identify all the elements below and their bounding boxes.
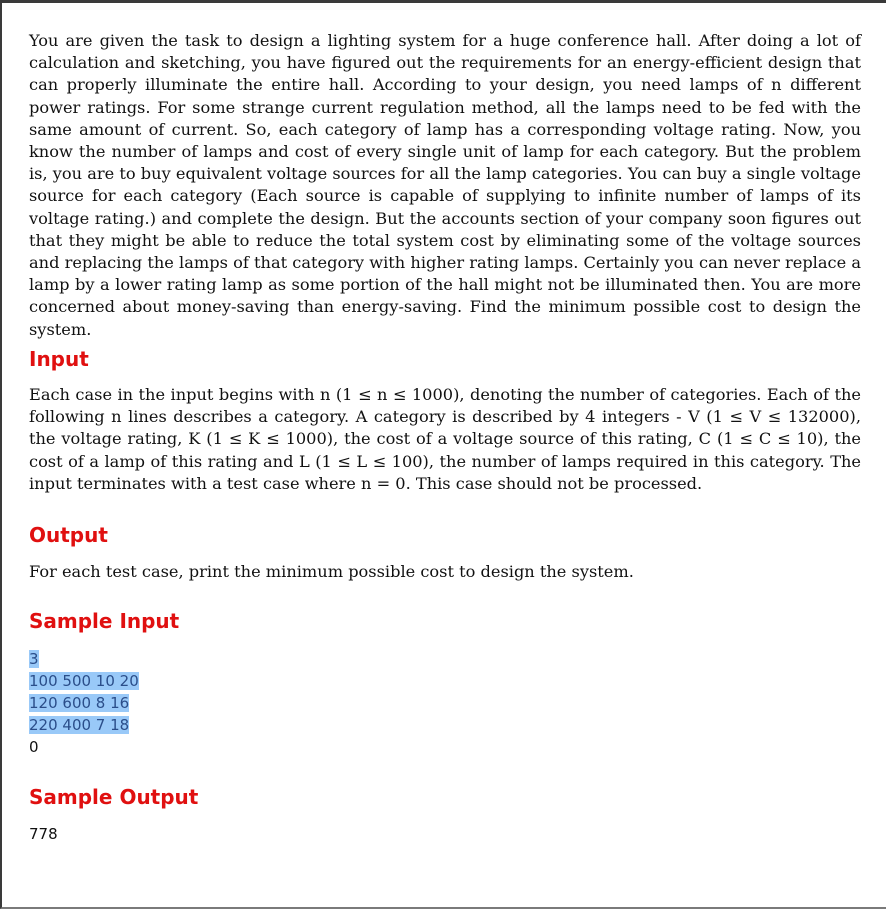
input-heading: Input: [29, 347, 89, 371]
output-paragraph: For each test case, print the minimum possible cost to design the system.: [29, 562, 634, 581]
sample-input-line[interactable]: 3: [29, 650, 39, 668]
sample-input-line[interactable]: 120 600 8 16: [29, 694, 130, 712]
sample-input-line[interactable]: 220 400 7 18: [29, 716, 130, 734]
sample-input-line[interactable]: 100 500 10 20: [29, 672, 139, 690]
sample-output-block[interactable]: [29, 823, 58, 845]
sample-input-line[interactable]: 0: [29, 738, 39, 756]
statement-paragraph: You are given the task to design a lighting system for a huge conference hall. After doing a lot of calculation and sketching, you have figured out the requirements for an energy-efficient design that can properly illuminate the entire hall. According to your design, you need lamps of n different power ratings. For some strange current regulation method, all the lamps need to be fed with the same amount of current. So, each category of lamp has a corresponding voltage rating. Now, you know the number of lamps and cost of every single unit of lamp for each category. But the problem is, you are to buy equivalent voltage sources for all the lamp categories. You can buy a single voltage source for each category (Each source is capable of supplying to infinite number of lamps of its voltage rating.) and complete the design. But the accounts section of your company soon figures out that they might be able to reduce the total system cost by eliminating some of the voltage sources and replacing the lamps of that category with higher rating lamps. Certainly you can never replace a lamp by a lower rating lamp as some portion of the hall might not be illuminated then. You are more concerned about money-saving than energy-saving. Find the minimum possible cost to design the system.: [29, 31, 861, 339]
output-heading: Output: [29, 523, 108, 547]
sample-output-heading: Sample Output: [29, 785, 199, 809]
sample-input-heading: Sample Input: [29, 609, 180, 633]
sample-input-block[interactable]: [29, 648, 139, 758]
input-paragraph: Each case in the input begins with n (1 ≤ n ≤ 1000), denoting the number of categories. Each of the following n lines describes a category. A category is described by 4 integers - V (1 ≤ V ≤ 132000), the voltage rating, K (1 ≤ K ≤ 1000), the cost of a voltage source of this rating, C (1 ≤ C ≤ 10), the cost of a lamp of this rating and L (1 ≤ L ≤ 100), the number of lamps required in this category. The input terminates with a test case where n = 0. This case should not be processed.: [29, 385, 861, 493]
sample-output-line[interactable]: 778: [29, 825, 58, 843]
